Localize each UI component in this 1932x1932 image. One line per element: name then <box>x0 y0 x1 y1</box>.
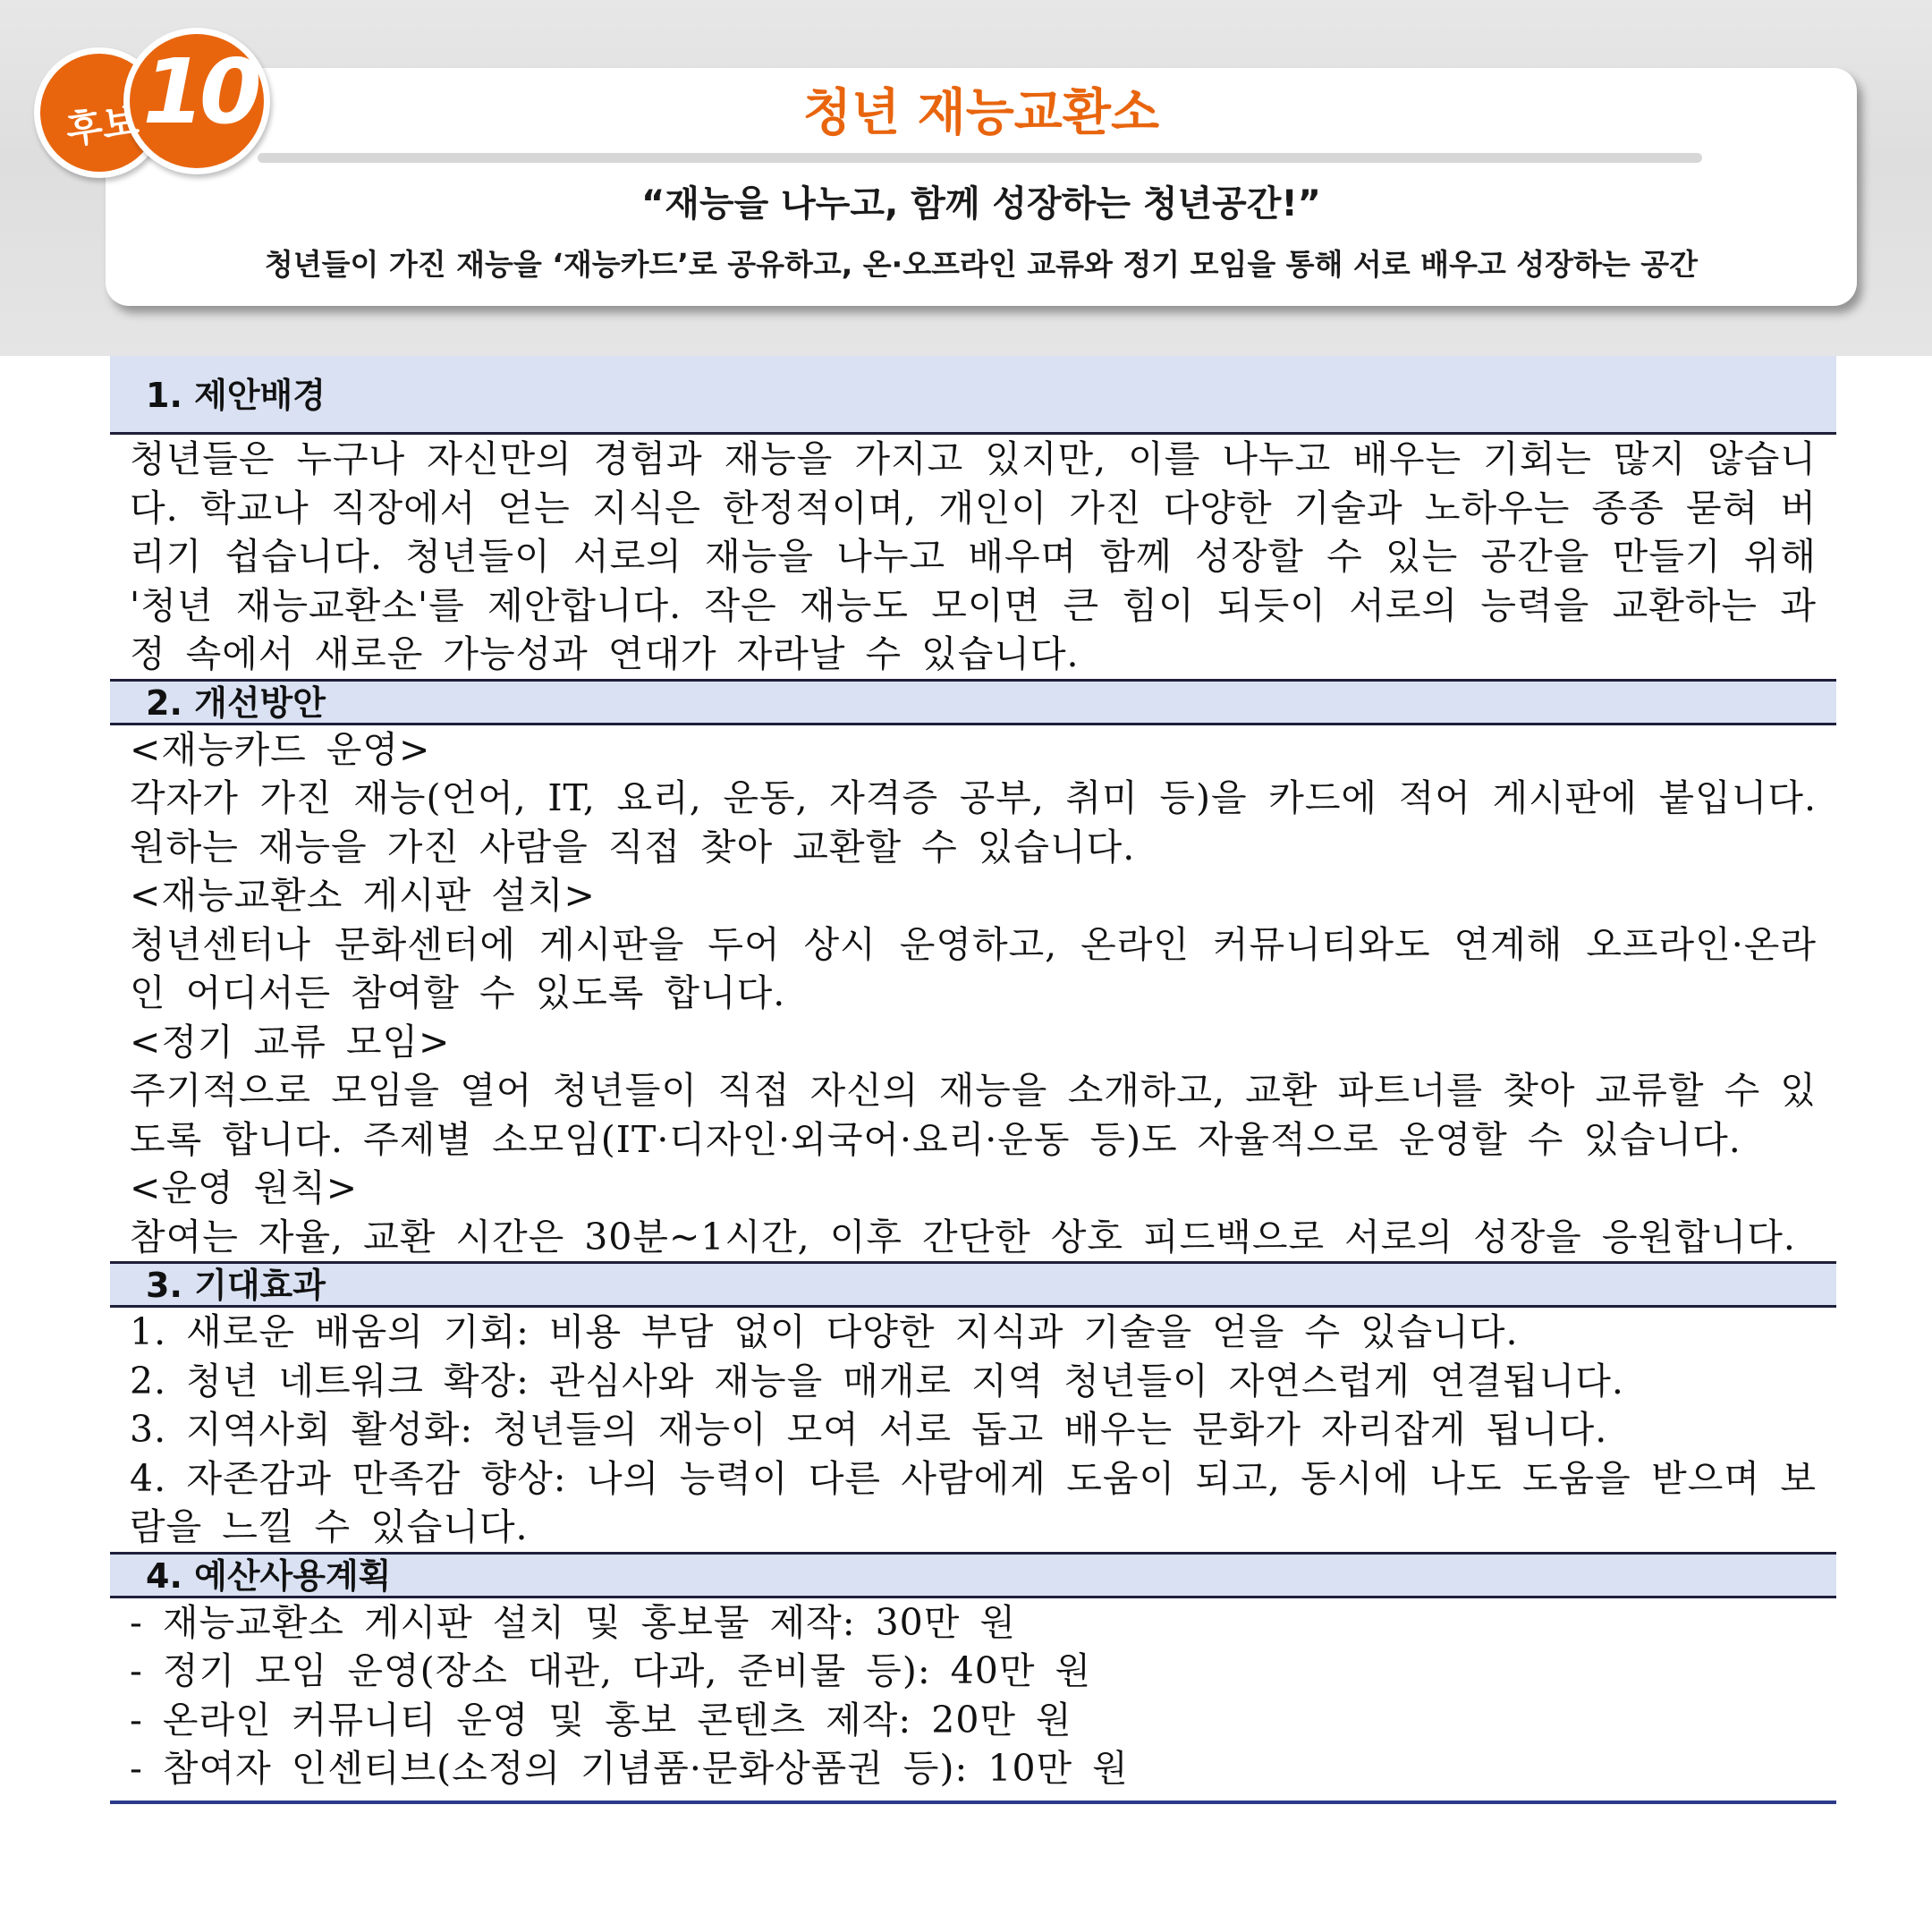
budget-item: - 정기 모임 운영(장소 대관, 다과, 준비물 등): 40만 원 <box>130 1649 1092 1692</box>
badge-label: 후보 <box>63 98 141 153</box>
section-heading-budget: 4. 예산사용계획 <box>110 1552 1836 1598</box>
plan-subheading: <정기 교류 모임> <box>130 1020 451 1063</box>
plan-paragraph: 청년센터나 문화센터에 게시판을 두어 상시 운영하고, 온라인 커뮤니티와도 연계해 오프라인·온라인 어디서든 참여할 수 있도록 합니다. <box>130 922 1817 1014</box>
slogan: “재능을 나누고, 함께 성장하는 청년공간!” <box>641 183 1321 225</box>
section-heading-effects: 3. 기대효과 <box>110 1261 1836 1308</box>
plan-paragraph: 참여는 자율, 교환 시간은 30분~1시간, 이후 간단한 상호 피드백으로 서로의 성장을 응원합니다. <box>130 1215 1796 1258</box>
plan-subheading: <재능카드 운영> <box>130 727 431 771</box>
effect-item: 2. 청년 네트워크 확장: 관심사와 재능을 매개로 지역 청년들이 자연스럽게 연결됩니다. <box>130 1359 1624 1402</box>
background-paragraph: 청년들은 누구나 자신만의 경험과 재능을 가지고 있지만, 이를 나누고 배우는 기회는 많지 않습니다. 학교나 직장에서 얻는 지식은 한정적이며, 개인이 가진 다양한 기술과 노하우는 종종 묻혀 버리기 쉽습니다. 청년들이 서로의 재능을 나누고 배우며 함께 성장할 수 있는 공간을 만들기 위해 '청년 재능교환소'를 제안합니다. 작은 재능도 모이면 큰 힘이 되듯이 서로의 능력을 교환하는 과정 속에서 새로운 가능성과 연대가 자라날 수 있습니다. <box>130 437 1817 675</box>
description: 청년들이 가진 재능을 ‘재능카드’로 공유하고, 온·오프라인 교류와 정기 모임을 통해 서로 배우고 성장하는 공간 <box>264 247 1699 282</box>
section-body-plan <box>110 725 1836 1262</box>
effect-item: 1. 새로운 배움의 기회: 비용 부담 없이 다양한 지식과 기술을 얻을 수 있습니다. <box>130 1310 1519 1353</box>
section-body-budget <box>110 1598 1836 1793</box>
section-body-background <box>110 435 1836 679</box>
budget-item: - 참여자 인센티브(소정의 기념품·문화상품권 등): 10만 원 <box>130 1747 1129 1790</box>
effect-item: 3. 지역사회 활성화: 청년들의 재능이 모여 서로 돕고 배우는 문화가 자리잡게 됩니다. <box>130 1408 1608 1451</box>
header-banner <box>0 0 1932 356</box>
plan-paragraph: 주기적으로 모임을 열어 청년들이 직접 자신의 재능을 소개하고, 교환 파트너를 찾아 교류할 수 있도록 합니다. 주제별 소모임(IT·디자인·외국어·요리·운동 등)도 자율적으로 운영할 수 있습니다. <box>130 1069 1817 1161</box>
budget-item: - 온라인 커뮤니티 운영 및 홍보 콘텐츠 제작: 20만 원 <box>130 1698 1072 1741</box>
plan-subheading: <운영 원칙> <box>130 1166 359 1209</box>
plan-subheading: <재능교환소 게시판 설치> <box>130 874 596 917</box>
section-heading-background: 1. 제안배경 <box>110 356 1836 435</box>
proposal-content <box>110 356 1836 1804</box>
badge-number: 10 <box>142 39 257 144</box>
section-heading-plan: 2. 개선방안 <box>110 679 1836 725</box>
bottom-divider <box>110 1801 1836 1804</box>
title-divider <box>258 153 1702 163</box>
section-body-effects <box>110 1308 1836 1552</box>
plan-paragraph: 각자가 가진 재능(언어, IT, 요리, 운동, 자격증 공부, 취미 등)을 카드에 적어 게시판에 붙입니다. 원하는 재능을 가진 사람을 직접 찾아 교환할 수 있습니다. <box>130 776 1817 869</box>
effect-item: 4. 자존감과 만족감 향상: 나의 능력이 다른 사람에게 도움이 되고, 동시에 나도 도움을 받으며 보람을 느낄 수 있습니다. <box>130 1456 1817 1548</box>
budget-item: - 재능교환소 게시판 설치 및 홍보물 제작: 30만 원 <box>130 1600 1017 1644</box>
page-title: 청년 재능교환소 <box>802 84 1160 142</box>
